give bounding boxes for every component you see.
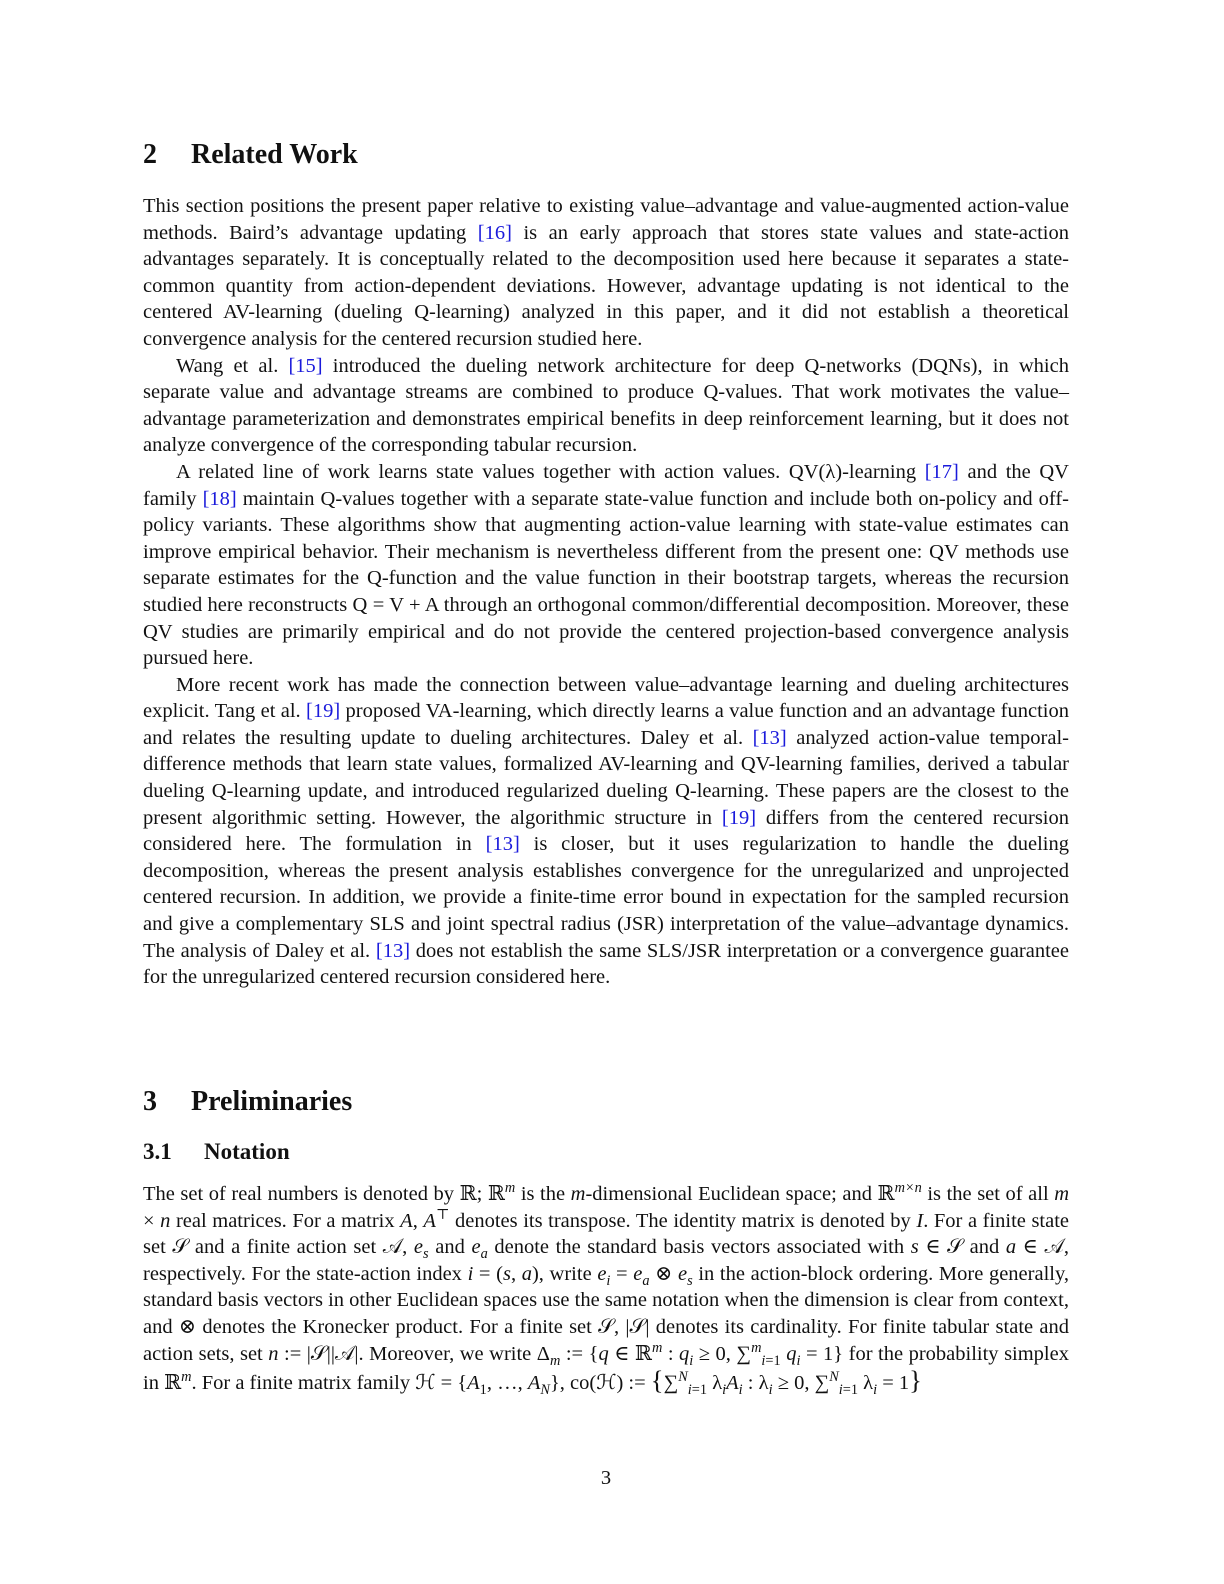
- paragraph: The set of real numbers is denoted by ℝ; ℝ$^m$ is the m-dimensional Euclidean space; and ℝ$^{m\times n}$ is the set of all m × n real matrices. For a matrix A, A⊤ denotes its transpose. The identity matrix is denoted by I. For a finite state set 𝒮 and a finite action set 𝒜, $e_s$ and $e_a$ denote the standard basis vectors associated with s ∈ 𝒮 and a ∈ 𝒜, respectively. For the state-action index i = (s, a), write $e_i = e_a$ ⊗ $e_s$ in the action-block ordering. More generally, standard basis vectors in other Euclidean spaces use the same notation when the dimension is clear from context, and ⊗ denotes the Kronecker product. For a finite set 𝒮, |𝒮| denotes its cardinality. For finite tabular state and action sets, set n := |𝒮||𝒜|. Moreover, we write $\Delta_m$ := {q ∈ ℝ$^m$ : $q_i \ge 0$, ∑$^m_{i=1}$ $q_i = 1$} for the probability simplex in ℝ$^m$. For a finite matrix family ℋ = {$A_1$, …, $A_N$}, co(ℋ) := {∑$^N_{i=1}$ $\lambda_iA_i$ : $\lambda_i \ge 0$, ∑$^N_{i=1}$ $\lambda_i = 1$}: [143, 1180, 1070, 1399]
- paragraph-text: differs from the centered recursion considered here. The formulation in: [143, 806, 1070, 856]
- paragraph-text: More recent work has made the connection between value–advantage learning and dueling architectures explicit. Tang et al.: [143, 673, 1069, 723]
- citation-link[interactable]: [18]: [202, 487, 237, 510]
- subsection-heading-notation: [143, 1138, 290, 1166]
- paragraph-text: A related line of work learns state values together with action values. QV(λ)-learning: [176, 460, 925, 483]
- paragraph-text: is closer, but it uses regularization to handle the dueling decomposition, whereas the present analysis establishes convergence for the unregularized and unprojected centered recursion. In addition, we provide a finite-time error bound in expectation for the sampled recursion and give a complementary SLS and joint spectral radius (JSR) interpretation of the value–advantage dynamics. The analysis of Daley et al.: [143, 833, 1069, 962]
- citation-link[interactable]: [13]: [485, 833, 520, 856]
- paragraph-text: This section positions the present paper relative to existing value–advantage and value-augmented action-value methods. Baird’s advantage updating: [143, 195, 1069, 244]
- paragraph-text: is an early approach that stores state values and state-action advantages separately. It is conceptually related to the decomposition used here because it separates a state-common quantity from action-dependent deviations. However, advantage updating is not identical to the centered AV-learning (dueling Q-learning) analyzed in this paper, and it did not establish a theoretical convergence analysis for the centered recursion studied here.: [143, 221, 1069, 350]
- section-number: 2: [143, 139, 157, 170]
- paragraph-text: introduced the dueling network architecture for deep Q-networks (DQNs), in which separate value and advantage streams are combined to produce Q-values. That work motivates the value–advantage parameterization and demonstrates empirical benefits in deep reinforcement learning, but it does not analyze convergence of the corresponding tabular recursion.: [143, 354, 1069, 457]
- subsection-number: 3.1: [143, 1139, 172, 1164]
- citation-link[interactable]: [13]: [375, 939, 411, 962]
- subsection-title: Notation: [204, 1139, 290, 1164]
- citation-link[interactable]: [19]: [306, 700, 341, 723]
- citation-link[interactable]: [17]: [924, 460, 959, 483]
- notation-body: [143, 1181, 1069, 1397]
- citation-link[interactable]: [16]: [477, 221, 512, 244]
- paragraph-text: Wang et al.: [176, 354, 289, 377]
- section-heading-related-work: [143, 139, 358, 171]
- citation-link[interactable]: [13]: [752, 726, 787, 749]
- paragraph-text: and the QV family: [143, 460, 1069, 510]
- related-work-body: [143, 193, 1069, 991]
- paragraph-text: does not establish the same SLS/JSR interpretation or a convergence guarantee for the unregularized centered recursion considered here.: [143, 939, 1069, 989]
- paragraph-text: maintain Q-values together with a separate state-value function and include both on-policy and off-policy variants. These algorithms show that augmenting action-value learning with state-value estimates can improve empirical behavior. Their mechanism is nevertheless different from the present one: QV methods use separate estimates for the Q-function and the value function in their bootstrap targets, whereas the recursion studied here reconstructs Q = V + A through an orthogonal common/differential decomposition. Moreover, these QV studies are primarily empirical and do not provide the centered projection-based convergence analysis pursued here.: [143, 487, 1069, 670]
- section-title: Related Work: [191, 139, 358, 170]
- paragraph: [143, 459, 1069, 672]
- section-title: Preliminaries: [191, 1086, 353, 1117]
- citation-link[interactable]: [15]: [288, 354, 323, 377]
- paragraph: [143, 672, 1069, 991]
- section-heading-preliminaries: [143, 1086, 352, 1118]
- paragraph: [143, 193, 1069, 353]
- paragraph-text: analyzed action-value temporal-difference methods that learn state values, formalized AV-learning and QV-learning families, derived a tabular dueling Q-learning update, and introduced regularized dueling Q-learning. These papers are the closest to the present algorithmic setting. However, the algorithmic structure in: [143, 726, 1070, 829]
- section-number: 3: [143, 1086, 157, 1117]
- paragraph: [143, 353, 1069, 459]
- paper-page: [143, 0, 1069, 1584]
- paragraph-text: proposed VA-learning, which directly learns a value function and an advantage function and relates the resulting update to dueling architectures. Daley et al.: [143, 700, 1069, 749]
- page-number: 3: [600, 1467, 612, 1489]
- citation-link[interactable]: [19]: [721, 806, 757, 829]
